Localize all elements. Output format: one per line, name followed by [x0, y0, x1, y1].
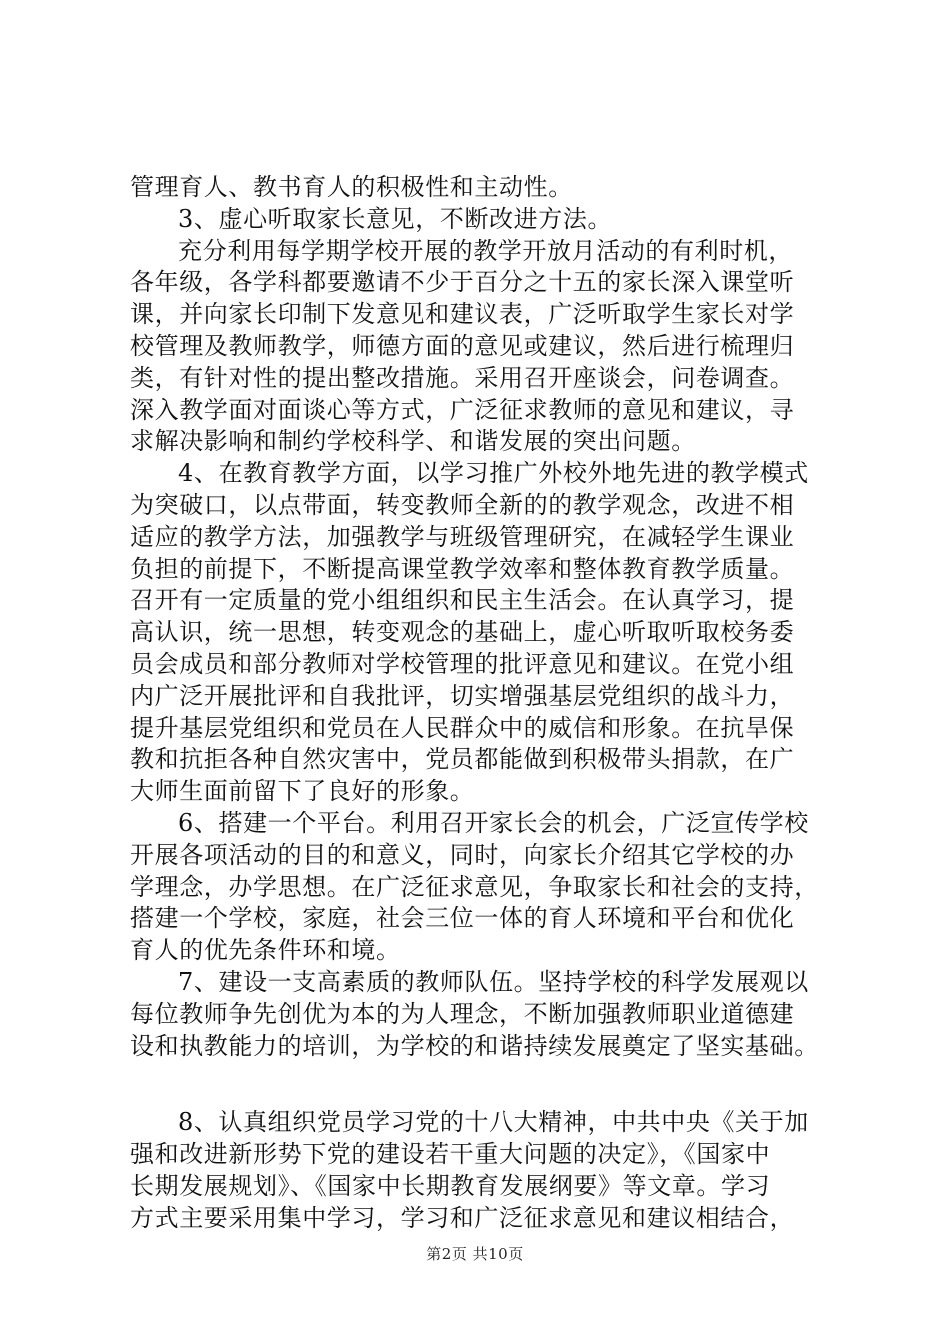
text-line: 6、搭建一个平台。利用召开家长会的机会，广泛宣传学校 [178, 808, 809, 837]
text-line: 每位教师争先创优为本的为人理念，不断加强教师职业道德建 [130, 999, 795, 1028]
text-line: 7、建设一支高素质的教师队伍。坚持学校的科学发展观以 [178, 967, 809, 996]
text-line: 学理念，办学思想。在广泛征求意见，争取家长和社会的支持， [130, 872, 819, 901]
text-line: 方式主要采用集中学习，学习和广泛征求意见和建议相结合， [130, 1203, 795, 1232]
body-text [130, 172, 860, 1235]
text-line: 类，有针对性的提出整改措施。采用召开座谈会，问卷调查。 [130, 363, 795, 392]
text-line: 开展各项活动的目的和意义，同时，向家长介绍其它学校的办 [130, 840, 795, 869]
text-line: 8、认真组织党员学习党的十八大精神，中共中央《关于加 [178, 1108, 809, 1137]
page-number-footer: 第2页 共10页 [426, 1245, 524, 1263]
text-line: 教和抗拒各种自然灾害中，党员都能做到积极带头捐款，在广 [130, 745, 795, 774]
text-line: 内广泛开展批评和自我批评，切实增强基层党组织的战斗力， [130, 681, 795, 710]
text-line: 各年级，各学科都要邀请不少于百分之十五的家长深入课堂听 [130, 268, 795, 297]
text-line: 4、在教育教学方面，以学习推广外校外地先进的教学模式 [178, 459, 809, 488]
text-line: 充分利用每学期学校开展的教学开放月活动的有利时机， [178, 236, 793, 265]
text-line: 搭建一个学校，家庭，社会三位一体的育人环境和平台和优化 [130, 904, 795, 933]
text-line: 管理育人、教书育人的积极性和主动性。 [130, 173, 573, 201]
text-line: 负担的前提下，不断提高课堂教学效率和整体教育教学质量。 [130, 554, 795, 583]
text-line: 提升基层党组织和党员在人民群众中的威信和形象。在抗旱保 [130, 713, 795, 742]
text-line: 深入教学面对面谈心等方式，广泛征求教师的意见和建议，寻 [130, 395, 795, 424]
text-line: 设和执教能力的培训，为学校的和谐持续发展奠定了坚实基础。 [130, 1031, 819, 1060]
text-line: 长期发展规划》、《国家中长期教育发展纲要》等文章。学习 [130, 1171, 771, 1200]
text-line: 召开有一定质量的党小组组织和民主生活会。在认真学习，提 [130, 586, 795, 615]
text-line: 大师生面前留下了良好的形象。 [130, 777, 475, 806]
paragraph-gap [130, 1062, 860, 1107]
text-line: 强和改进新形势下党的建设若干重大问题的决定》，《国家中 [130, 1140, 771, 1169]
text-line: 为突破口，以点带面，转变教师全新的的教学观念，改进不相 [130, 490, 795, 519]
text-line: 高认识，统一思想，转变观念的基础上，虚心听取听取校务委 [130, 618, 795, 647]
text-line: 3、虚心听取家长意见，不断改进方法。 [178, 204, 613, 233]
text-line: 适应的教学方法，加强教学与班级管理研究，在减轻学生课业 [130, 522, 795, 551]
text-line: 求解决影响和制约学校科学、和谐发展的突出问题。 [130, 427, 696, 456]
text-line: 育人的优先条件环和境。 [130, 936, 401, 965]
text-line: 校管理及教师教学，师德方面的意见或建议，然后进行梳理归 [130, 331, 795, 360]
text-line: 课，并向家长印制下发意见和建议表，广泛听取学生家长对学 [130, 300, 795, 329]
text-line: 员会成员和部分教师对学校管理的批评意见和建议。在党小组 [130, 649, 795, 678]
